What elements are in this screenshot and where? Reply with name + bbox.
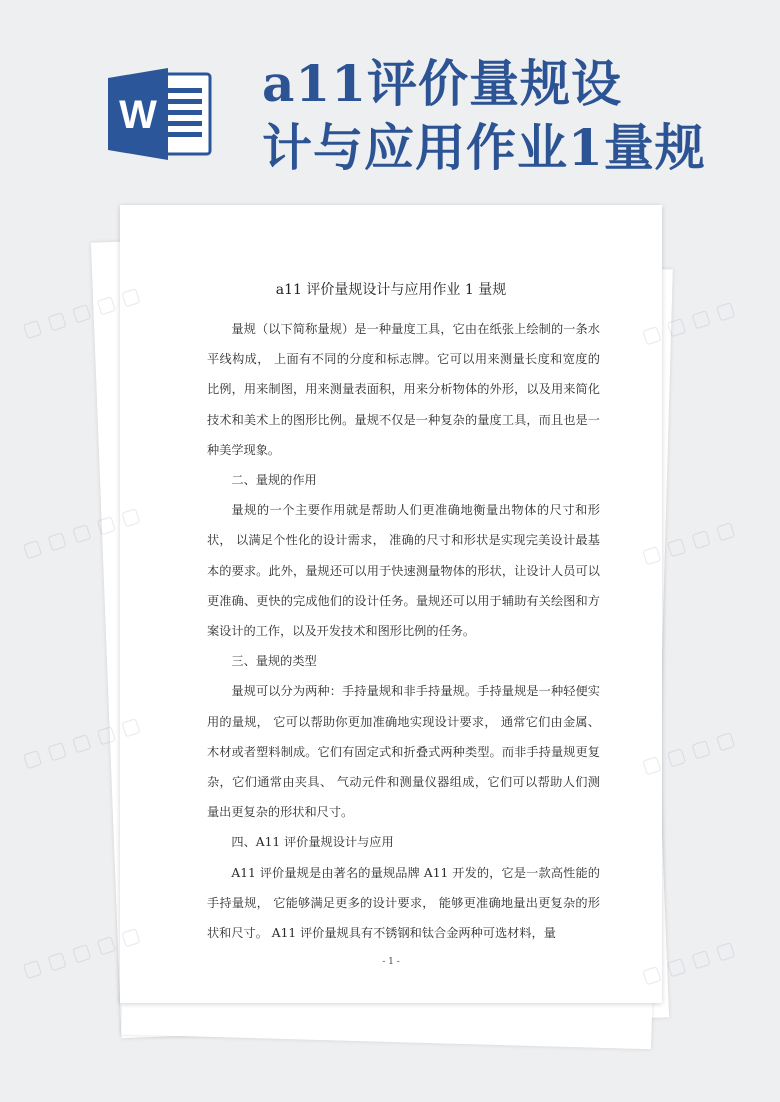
- logo-letter: W: [119, 93, 157, 137]
- word-document-icon: [108, 66, 218, 162]
- watermark-mark: ▢ ▢ ▢ ▢ ▢: [19, 711, 144, 773]
- section-heading: 三、量规的类型: [231, 654, 317, 669]
- document-page: [120, 205, 662, 1003]
- watermark-mark: ▢ ▢ ▢ ▢: [638, 295, 738, 349]
- watermark-mark: ▢ ▢ ▢ ▢ ▢: [19, 501, 144, 563]
- page-number: - 1 -: [382, 957, 400, 967]
- document-title: a11 评价量规设计与应用作业 1 量规: [275, 282, 507, 298]
- watermark-mark: ▢ ▢ ▢ ▢ ▢: [19, 921, 144, 983]
- paragraph: 量规的一个主要作用就是帮助人们更准确地衡量出物体的尺寸和形状， 以满足个性化的设计需求， 准确的尺寸和形状是实现完美设计最基本的要求。此外，量规还可以用于快速测量物体的形状，让设计人员可以更准确、更快的完成他们的设计任务。量规还可以用于辅助有关绘图和方案设计的工作，以及开发技术和图形比例的任务。: [207, 503, 600, 639]
- paragraph: 量规可以分为两种：手持量规和非手持量规。手持量规是一种轻便实用的量规， 它可以帮助你更加准确地实现设计要求， 通常它们由金属、木材或者塑料制成。它们有固定式和折叠式两种类型。而非手持量规更复杂，它们通常由夹具、 气动元件和测量仪器组成，它们可以帮助人们测量出更复杂的形状和尺寸。: [207, 684, 600, 820]
- watermark-mark: ▢ ▢ ▢ ▢ ▢: [19, 281, 144, 343]
- watermark-mark: ▢ ▢ ▢ ▢: [638, 515, 738, 569]
- page-title: [262, 52, 762, 180]
- paragraph: 量规（以下简称量规）是一种量度工具，它由在纸张上绘制的一条水平线构成， 上面有不同的分度和标志牌。它可以用来测量长度和宽度的比例，用来制图，用来测量表面积，用来分析物体的外形，以及用来简化技术和美术上的图形比例。量规不仅是一种复杂的量度工具，而且也是一种美学现象。: [207, 322, 600, 457]
- section-heading: 二、量规的作用: [231, 473, 317, 488]
- page-title-line-1: a11评价量规设: [262, 54, 622, 113]
- section-heading: 四、A11 评价量规设计与应用: [231, 835, 394, 850]
- watermark-mark: ▢ ▢ ▢ ▢: [638, 935, 738, 989]
- paragraph: A11 评价量规是由著名的量规品牌 A11 开发的，它是一款高性能的手持量规， 它能够满足更多的设计要求， 能够更准确地量出更复杂的形状和尺寸。 A11 评价量规具有不锈钢和钛合金两种可选材料，量: [207, 865, 600, 941]
- document-body: [207, 314, 600, 948]
- page-title-line-2: 计与应用作业1量规: [262, 118, 706, 177]
- watermark-mark: ▢ ▢ ▢ ▢: [638, 725, 738, 779]
